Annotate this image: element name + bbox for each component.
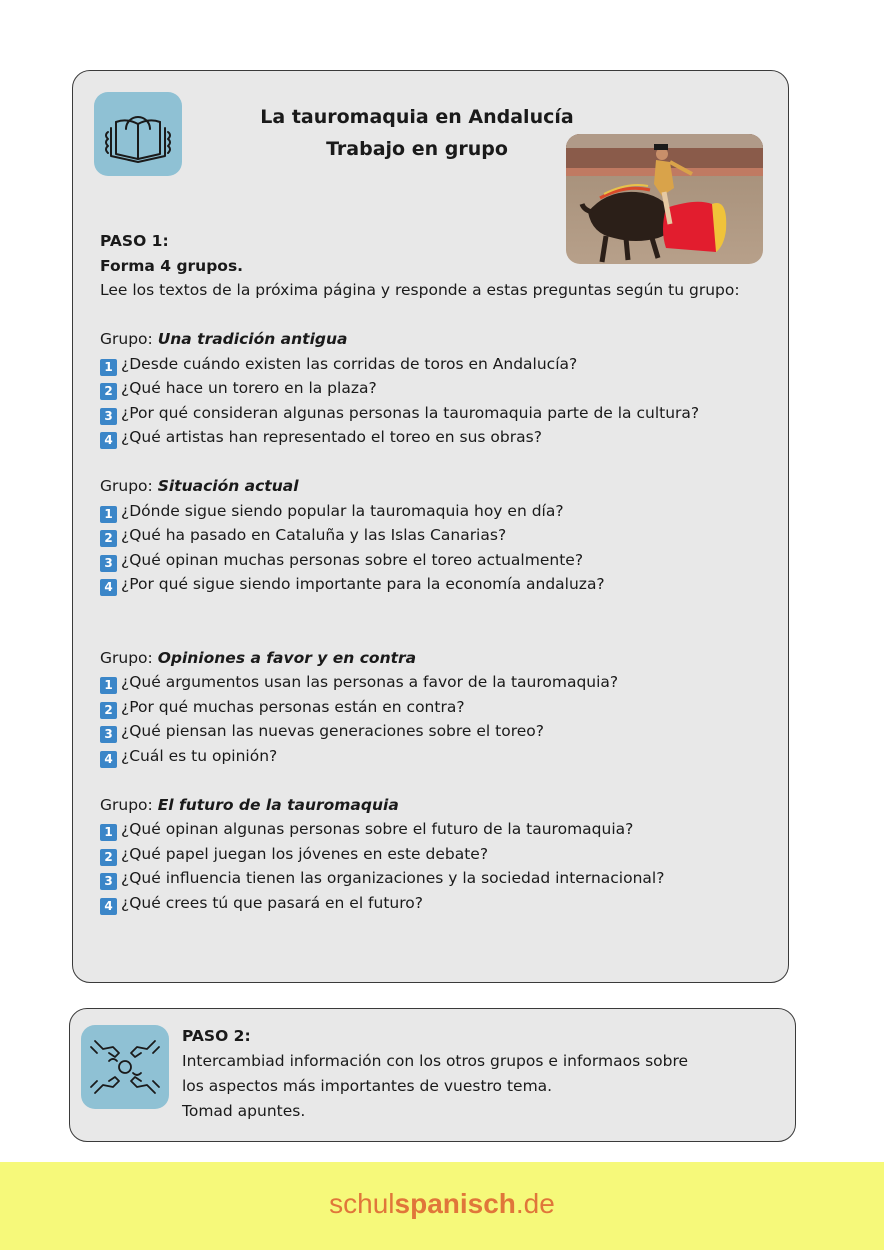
question-text: ¿Qué papel juegan los jóvenes en este debate? [121,844,489,863]
question-text: ¿Por qué consideran algunas personas la tauromaquia parte de la cultura? [121,403,700,422]
question-text: ¿Qué argumentos usan las personas a favor de la tauromaquia? [121,673,619,691]
question-text: ¿Qué piensan las nuevas generaciones sobre el toreo? [121,722,544,740]
number-badge-icon: 2 [100,849,117,866]
group-section [100,646,740,769]
question-text: ¿Dónde sigue siendo popular la tauromaquia hoy en día? [121,501,564,520]
question-item [100,744,740,769]
group-prefix: Grupo: [100,648,158,667]
number-badge-icon: 4 [100,898,117,915]
group-name: El futuro de la tauromaquia [157,795,399,814]
question-item [100,352,740,377]
group-name: Situación actual [157,477,299,495]
question-text: ¿Qué opinan muchas personas sobre el toreo actualmente? [121,550,584,569]
footer-bar [0,1162,884,1250]
paso2-line: Intercambiad información con los otros grupos e informaos sobre [182,1052,689,1070]
group-prefix: Grupo: [100,795,158,814]
paso2-line: los aspectos más importantes de vuestro tema. [182,1077,553,1095]
number-badge-icon: 3 [100,726,117,743]
question-item [100,401,740,426]
number-badge-icon: 1 [100,506,117,523]
number-badge-icon: 2 [100,702,117,719]
logo-part: schul [329,1188,395,1219]
group-section [100,327,740,450]
paso1-instruction: Lee los textos de la próxima página y responde a estas preguntas según tu grupo: [100,281,740,299]
question-text: ¿Qué ha pasado en Cataluña y las Islas Canarias? [121,526,507,544]
question-item [100,523,740,548]
question-item [100,572,740,597]
paso1-label: PASO 1: [100,232,169,250]
question-item [100,548,740,573]
number-badge-icon: 2 [100,383,117,400]
question-text: ¿Qué crees tú que pasará en el futuro? [121,893,423,912]
group-prefix: Grupo: [100,330,158,348]
group-prefix: Grupo: [100,477,158,495]
page-title: La tauromaquia en Andalucía [260,106,574,128]
question-text: ¿Por qué sigue siendo importante para la economía andaluza? [121,575,605,593]
question-item [100,425,740,450]
question-item [100,670,740,695]
paso2-content [182,1024,772,1124]
page-subtitle: Trabajo en grupo [326,138,508,160]
number-badge-icon: 1 [100,677,117,694]
group-heading [100,474,740,499]
paso1-content [100,229,740,915]
teamwork-hands-icon [81,1025,169,1109]
logo-part-bold: spanisch [394,1188,516,1219]
question-text: ¿Cuál es tu opinión? [121,746,278,765]
logo-part: .de [515,1188,555,1219]
group-section [100,474,740,597]
number-badge-icon: 4 [100,751,117,768]
question-item [100,866,740,891]
group-name: Opiniones a favor y en contra [157,648,417,667]
paso2-label: PASO 2: [182,1027,251,1045]
question-item [100,376,740,401]
question-text: ¿Qué opinan algunas personas sobre el futuro de la tauromaquia? [121,820,634,838]
question-text: ¿Qué hace un torero en la plaza? [121,379,377,397]
question-item [100,817,740,842]
paso1-instruction-bold: Forma 4 grupos. [100,256,244,275]
number-badge-icon: 3 [100,555,117,572]
group-name: Una tradición antigua [157,330,348,348]
question-item [100,842,740,867]
group-heading [100,793,740,818]
site-logo [0,1188,884,1220]
group-heading [100,646,740,671]
question-item [100,695,740,720]
question-text: ¿Desde cuándo existen las corridas de toros en Andalucía? [121,354,578,373]
number-badge-icon: 2 [100,530,117,547]
paso1-card [72,70,789,983]
question-text: ¿Qué artistas han representado el toreo en sus obras? [121,428,542,446]
number-badge-icon: 3 [100,408,117,425]
reading-person-icon [94,92,182,176]
number-badge-icon: 1 [100,824,117,841]
question-text: ¿Qué influencia tienen las organizaciones y la sociedad internacional? [121,869,665,887]
paso2-line: Tomad apuntes. [182,1102,306,1120]
group-section [100,793,740,916]
paso2-card [69,1008,796,1142]
number-badge-icon: 4 [100,432,117,449]
question-item [100,719,740,744]
group-heading [100,327,740,352]
number-badge-icon: 1 [100,359,117,376]
number-badge-icon: 3 [100,873,117,890]
number-badge-icon: 4 [100,579,117,596]
question-item [100,499,740,524]
question-text: ¿Por qué muchas personas están en contra? [121,697,465,716]
question-item [100,891,740,916]
